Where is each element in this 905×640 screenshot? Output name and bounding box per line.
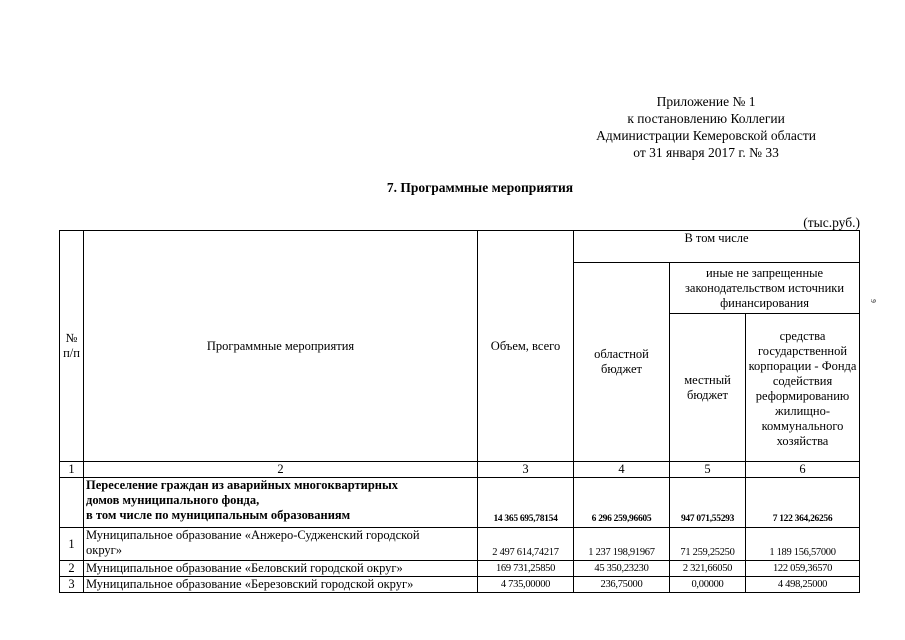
row-fund: 4 498,25000 xyxy=(746,577,860,593)
row-total: 2 497 614,74217 xyxy=(478,528,574,561)
header-num: № п/п xyxy=(60,231,84,462)
table-row xyxy=(60,577,860,593)
appendix-line-1: Приложение № 1 xyxy=(656,94,756,109)
row-total: 4 735,00000 xyxy=(478,577,574,593)
row-local: 0,00000 xyxy=(670,577,746,593)
summary-title-line-2: домов муниципального фонда, xyxy=(86,493,260,507)
summary-local: 947 071,55293 xyxy=(670,478,746,528)
row-total: 169 731,25850 xyxy=(478,561,574,577)
column-number-3: 3 xyxy=(478,462,574,478)
table-row xyxy=(60,561,860,577)
row-regional: 1 237 198,91967 xyxy=(574,528,670,561)
row-name: Муниципальное образование «Беловский городской округ» xyxy=(84,561,478,577)
column-number-2: 2 xyxy=(84,462,478,478)
row-num: 3 xyxy=(60,577,84,593)
row-num: 1 xyxy=(60,528,84,561)
row-num: 2 xyxy=(60,561,84,577)
units-label: (тыс.руб.) xyxy=(803,215,860,230)
program-activities-table xyxy=(59,230,860,593)
header-local-budget: местный бюджет xyxy=(670,314,746,462)
summary-title xyxy=(84,478,478,528)
row-regional: 45 350,23230 xyxy=(574,561,670,577)
row-fund: 122 059,36570 xyxy=(746,561,860,577)
column-number-5: 5 xyxy=(670,462,746,478)
header-activities: Программные мероприятия xyxy=(84,231,478,462)
row-name-line-2: округ» xyxy=(86,543,123,557)
column-number-4: 4 xyxy=(574,462,670,478)
summary-num xyxy=(60,478,84,528)
summary-total: 14 365 695,78154 xyxy=(478,478,574,528)
row-name: Муниципальное образование «Березовский городской округ» xyxy=(84,577,478,593)
row-local: 2 321,66050 xyxy=(670,561,746,577)
header-including: В том числе xyxy=(574,231,860,263)
row-name xyxy=(84,528,478,561)
column-number-1: 1 xyxy=(60,462,84,478)
side-page-mark: 9 xyxy=(868,299,877,303)
summary-title-line-3: в том числе по муниципальным образованиям xyxy=(86,508,351,522)
header-fund: средства государственной корпорации - Фонда содействия реформированию жилищно-коммунального хозяйства xyxy=(746,314,860,462)
header-total: Объем, всего xyxy=(478,231,574,462)
appendix-header xyxy=(596,93,816,161)
column-number-6: 6 xyxy=(746,462,860,478)
summary-title-line-1: Переселение граждан из аварийных многоквартирных xyxy=(86,478,399,492)
document-title: 7. Программные мероприятия xyxy=(386,180,574,195)
summary-fund: 7 122 364,26256 xyxy=(746,478,860,528)
summary-regional: 6 296 259,96605 xyxy=(574,478,670,528)
header-regional-budget: областной бюджет xyxy=(574,263,670,462)
appendix-line-4: от 31 января 2017 г. № 33 xyxy=(633,145,779,160)
summary-row xyxy=(60,478,860,528)
appendix-line-3: Администрации Кемеровской области xyxy=(596,128,816,143)
row-local: 71 259,25250 xyxy=(670,528,746,561)
row-fund: 1 189 156,57000 xyxy=(746,528,860,561)
row-regional: 236,75000 xyxy=(574,577,670,593)
appendix-line-2: к постановлению Коллегии xyxy=(627,111,785,126)
header-other-sources: иные не запрещенные законодательством источники финансирования xyxy=(670,263,860,314)
row-name-line-1: Муниципальное образование «Анжеро-Судженский городской xyxy=(86,528,420,542)
table-row xyxy=(60,528,860,561)
